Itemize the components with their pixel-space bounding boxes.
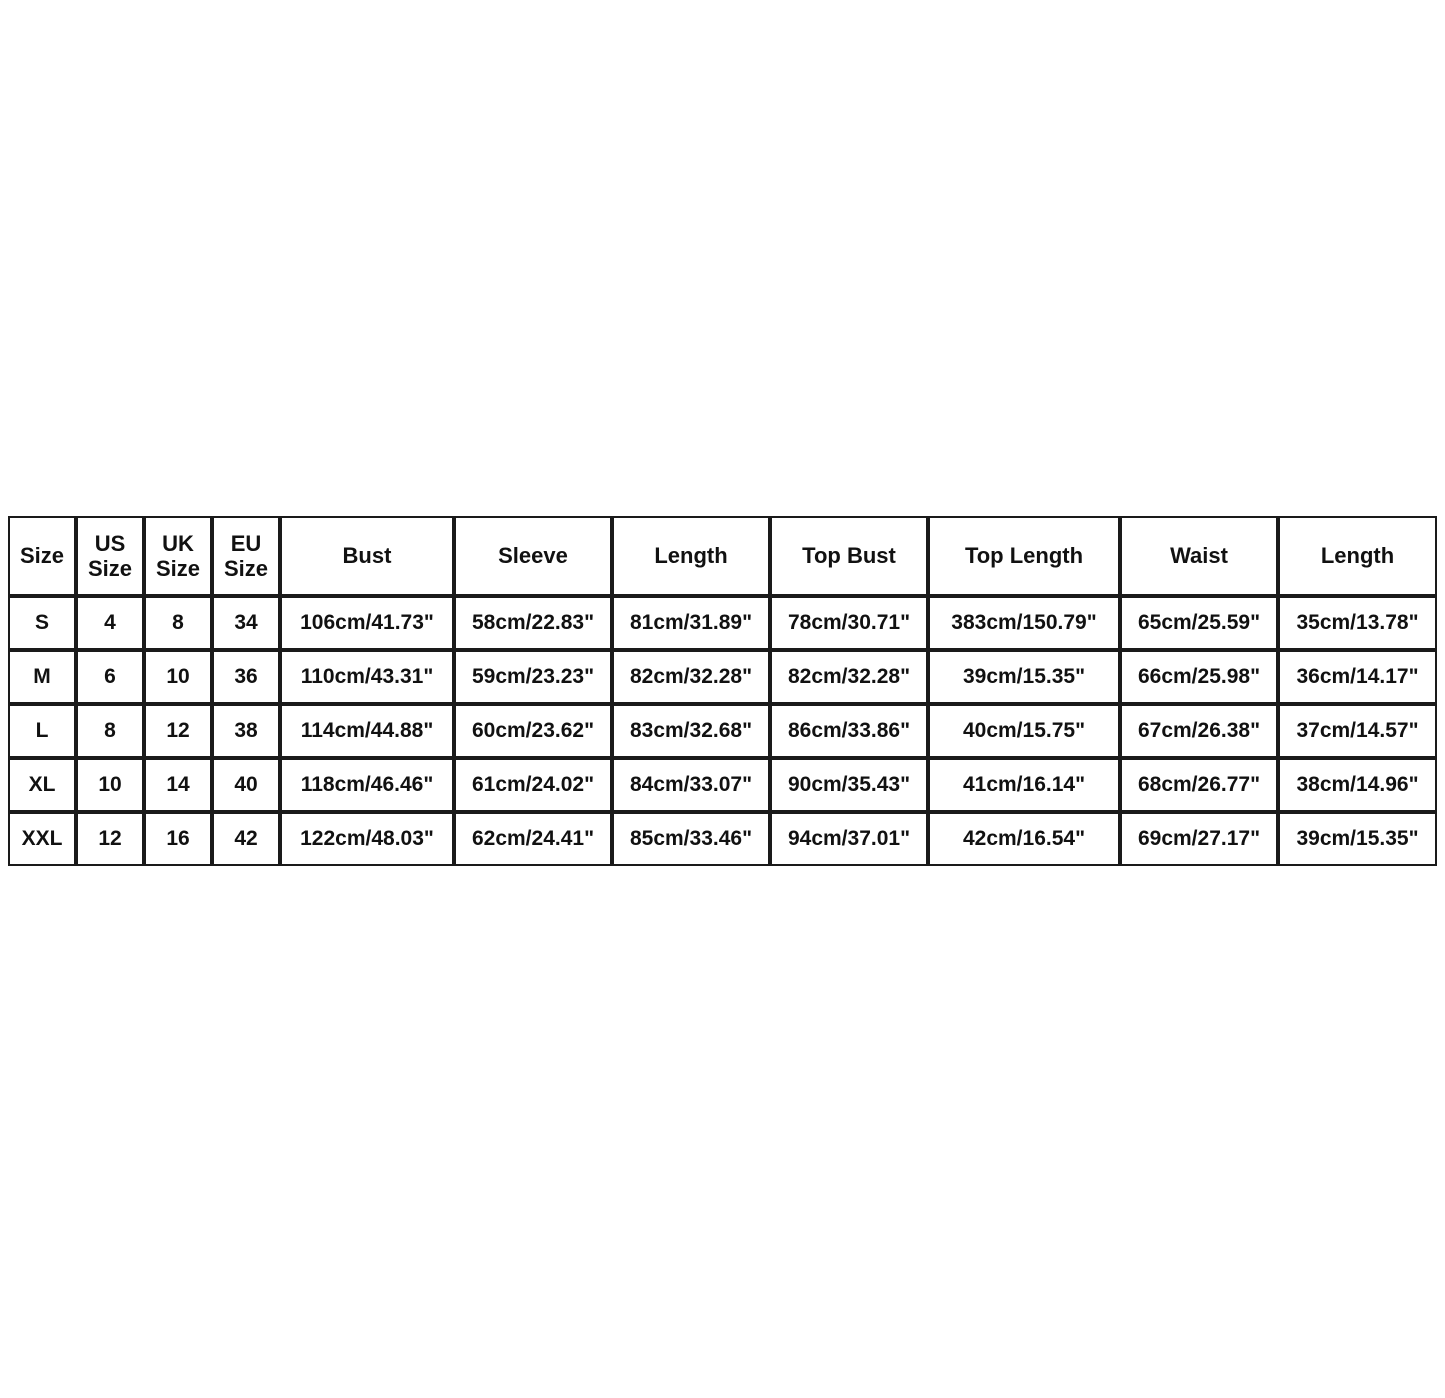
cell-top-bust: 94cm/37.01" [770,812,928,866]
table-row [8,812,1437,866]
column-header-length-2-line1: Length [1320,543,1395,569]
cell-sleeve: 58cm/22.83" [454,596,612,650]
cell-top-length: 42cm/16.54" [928,812,1120,866]
cell-top-length: 40cm/15.75" [928,704,1120,758]
column-header-size-line1: Size [19,543,65,569]
cell-bust: 122cm/48.03" [280,812,454,866]
column-header-top-bust [770,516,928,596]
cell-bust: 114cm/44.88" [280,704,454,758]
column-header-top-length-line1: Top Length [964,543,1084,569]
cell-us-size: 8 [76,704,144,758]
cell-eu-size: 42 [212,812,280,866]
column-header-sleeve-line1: Sleeve [498,543,568,569]
cell-length: 85cm/33.46" [612,812,770,866]
table-row [8,758,1437,812]
cell-bust: 110cm/43.31" [280,650,454,704]
cell-us-size: 10 [76,758,144,812]
table-row [8,650,1437,704]
column-header-uk-size-line2: Size [155,556,201,581]
cell-top-bust: 86cm/33.86" [770,704,928,758]
cell-uk-size: 16 [144,812,212,866]
cell-us-size: 6 [76,650,144,704]
cell-top-bust: 90cm/35.43" [770,758,928,812]
size-chart-table [8,516,1437,866]
cell-sleeve: 61cm/24.02" [454,758,612,812]
column-header-uk-size [144,516,212,596]
cell-uk-size: 8 [144,596,212,650]
cell-size: S [8,596,76,650]
cell-waist: 68cm/26.77" [1120,758,1278,812]
cell-top-bust: 78cm/30.71" [770,596,928,650]
cell-us-size: 4 [76,596,144,650]
column-header-waist-line1: Waist [1170,543,1228,569]
column-header-eu-size-line2: Size [223,556,269,581]
cell-size: L [8,704,76,758]
cell-waist: 66cm/25.98" [1120,650,1278,704]
column-header-waist [1120,516,1278,596]
cell-uk-size: 10 [144,650,212,704]
column-header-eu-size-line1: EU [230,530,262,556]
cell-top-length: 39cm/15.35" [928,650,1120,704]
cell-eu-size: 40 [212,758,280,812]
cell-top-bust: 82cm/32.28" [770,650,928,704]
cell-length: 83cm/32.68" [612,704,770,758]
cell-bust: 106cm/41.73" [280,596,454,650]
cell-length: 82cm/32.28" [612,650,770,704]
cell-waist: 69cm/27.17" [1120,812,1278,866]
column-header-bust [280,516,454,596]
cell-uk-size: 14 [144,758,212,812]
column-header-size [8,516,76,596]
column-header-sleeve [454,516,612,596]
cell-waist: 67cm/26.38" [1120,704,1278,758]
cell-length-2: 35cm/13.78" [1278,596,1437,650]
cell-sleeve: 62cm/24.41" [454,812,612,866]
cell-eu-size: 38 [212,704,280,758]
cell-eu-size: 34 [212,596,280,650]
column-header-eu-size [212,516,280,596]
cell-length: 84cm/33.07" [612,758,770,812]
cell-size: XXL [8,812,76,866]
cell-length-2: 39cm/15.35" [1278,812,1437,866]
cell-sleeve: 60cm/23.62" [454,704,612,758]
column-header-us-size-line1: US [94,530,126,556]
cell-bust: 118cm/46.46" [280,758,454,812]
column-header-bust-line1: Bust [342,543,392,569]
cell-size: XL [8,758,76,812]
column-header-length-2 [1278,516,1437,596]
column-header-length-line1: Length [654,543,728,569]
cell-length: 81cm/31.89" [612,596,770,650]
cell-uk-size: 12 [144,704,212,758]
table-row [8,596,1437,650]
cell-length-2: 36cm/14.17" [1278,650,1437,704]
column-header-us-size-line2: Size [87,556,133,581]
column-header-us-size [76,516,144,596]
cell-length-2: 38cm/14.96" [1278,758,1437,812]
table-header-row [8,516,1437,596]
cell-length-2: 37cm/14.57" [1278,704,1437,758]
size-chart-table-wrapper [8,516,1437,866]
table-row [8,704,1437,758]
cell-top-length: 41cm/16.14" [928,758,1120,812]
cell-top-length: 383cm/150.79" [928,596,1120,650]
column-header-top-length [928,516,1120,596]
column-header-length [612,516,770,596]
cell-eu-size: 36 [212,650,280,704]
cell-sleeve: 59cm/23.23" [454,650,612,704]
column-header-top-bust-line1: Top Bust [802,543,896,569]
cell-waist: 65cm/25.59" [1120,596,1278,650]
cell-size: M [8,650,76,704]
column-header-uk-size-line1: UK [162,530,194,556]
cell-us-size: 12 [76,812,144,866]
